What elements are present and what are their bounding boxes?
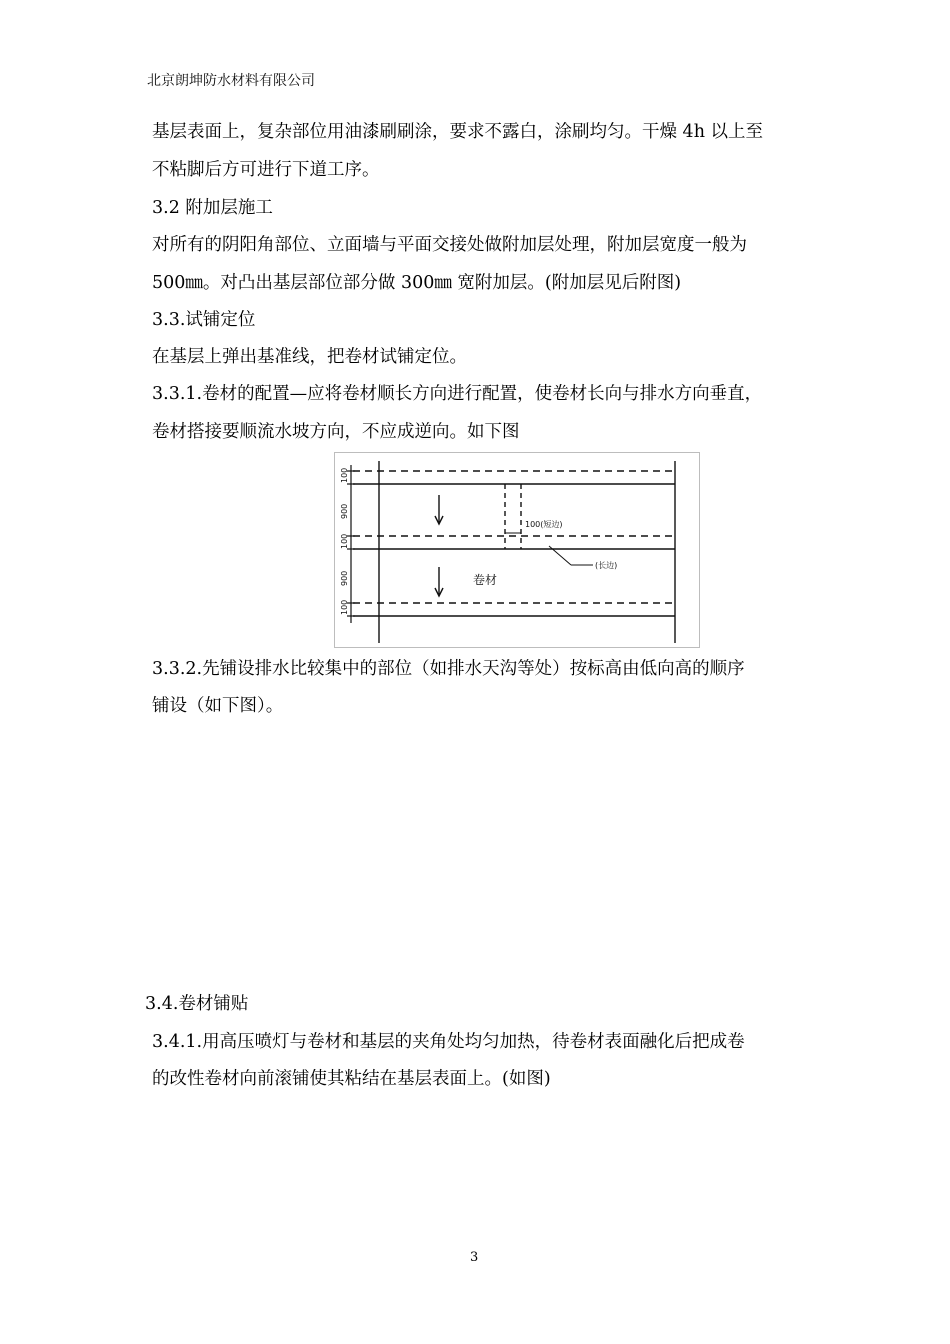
short-side-label: 100(短边) — [525, 520, 563, 529]
paragraph-line: 在基层上弹出基准线，把卷材试铺定位。 — [152, 347, 467, 367]
paragraph-line: 500㎜。对凸出基层部位部分做 300㎜ 宽附加层。(附加层见后附图) — [152, 273, 682, 293]
company-header: 北京朗坤防水材料有限公司 — [147, 73, 315, 89]
paragraph-line: 铺设（如下图）。 — [152, 696, 284, 716]
section-heading-3-2: 3.2 附加层施工 — [152, 198, 273, 218]
roll-layout-diagram — [334, 452, 700, 648]
paragraph-line: 3.3.2.先铺设排水比较集中的部位（如排水天沟等处）按标高由低向高的顺序 — [152, 659, 745, 679]
dimension-label: 900 — [340, 570, 349, 586]
paragraph-line: 的改性卷材向前滚铺使其粘结在基层表面上。(如图) — [152, 1069, 551, 1089]
paragraph-line: 不粘脚后方可进行下道工序。 — [152, 160, 380, 180]
section-heading-3-3: 3.3.试铺定位 — [152, 310, 256, 330]
dimension-label: 100 — [340, 467, 349, 483]
page-number: 3 — [470, 1250, 479, 1265]
diagram-svg — [335, 453, 699, 647]
paragraph-line: 卷材搭接要顺流水坡方向，不应成逆向。如下图 — [152, 422, 520, 442]
dimension-label: 100 — [340, 599, 349, 615]
long-side-label: (长边) — [595, 561, 618, 570]
dimension-label: 900 — [340, 503, 349, 519]
section-heading-3-4: 3.4.卷材铺贴 — [145, 994, 249, 1014]
paragraph-line: 3.3.1.卷材的配置—应将卷材顺长方向进行配置，使卷材长向与排水方向垂直， — [152, 384, 763, 404]
dimension-label: 100 — [340, 533, 349, 549]
paragraph-line: 基层表面上，复杂部位用油漆刷刷涂，要求不露白，涂刷均匀。干燥 4h 以上至 — [152, 122, 764, 142]
paragraph-line: 3.4.1.用高压喷灯与卷材和基层的夹角处均匀加热，待卷材表面融化后把成卷 — [152, 1032, 745, 1052]
material-label: 卷材 — [473, 573, 498, 587]
paragraph-line: 对所有的阴阳角部位、立面墙与平面交接处做附加层处理，附加层宽度一般为 — [152, 235, 747, 255]
